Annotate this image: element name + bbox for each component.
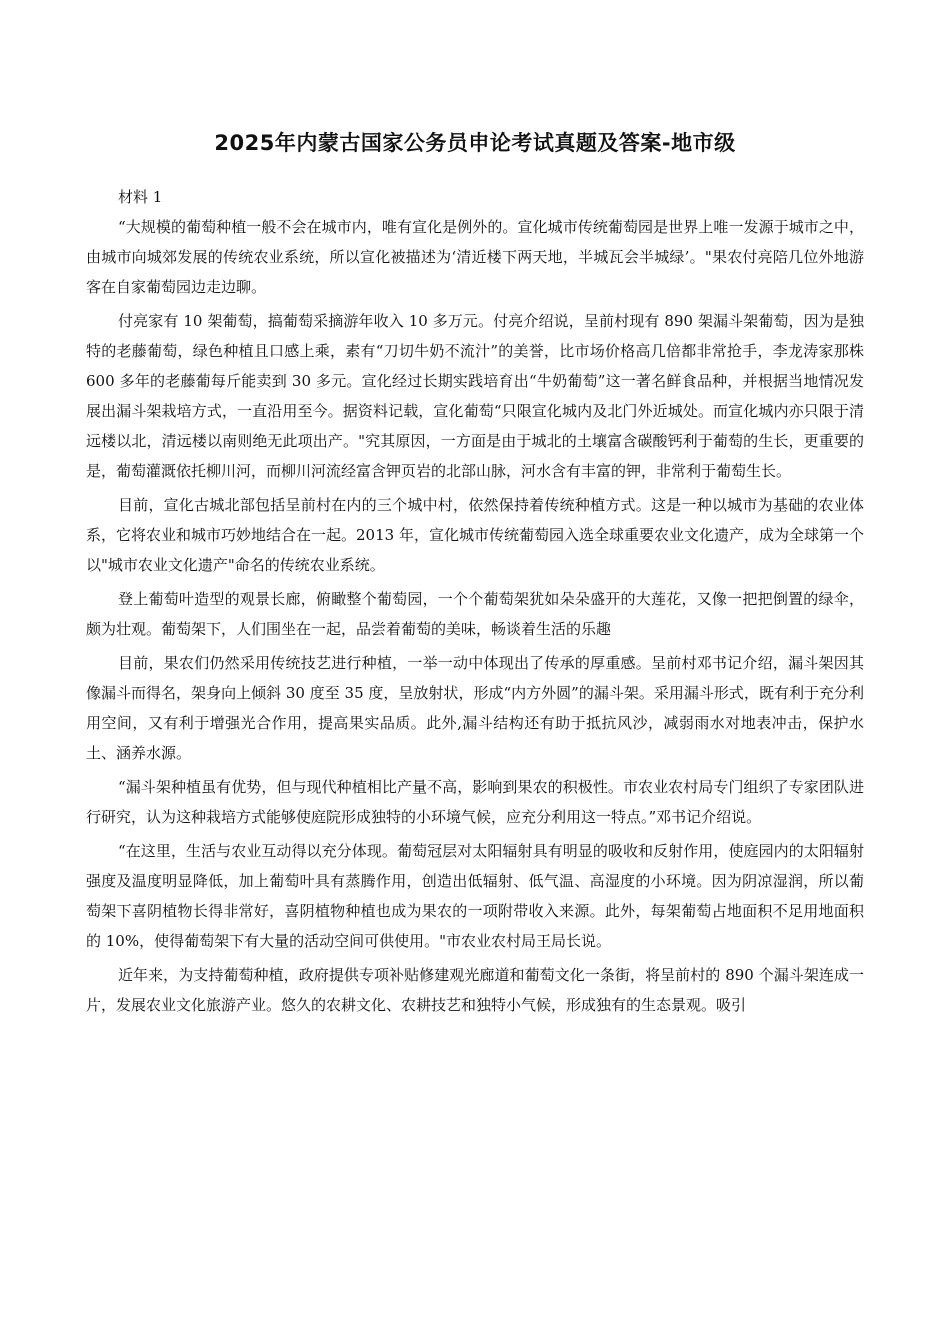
paragraph-6: “漏斗架种植虽有优势，但与现代种植相比产量不高，影响到果农的积极性。市农业农村局专门组织了专家团队进行研究，认为这种栽培方式能够使庭院形成独特的小环境气候，应充分利用这一特点。”邓书记介绍说。	[86, 778, 864, 826]
document-body	[86, 182, 864, 1024]
section-label: 材料 1	[118, 188, 163, 206]
paragraph-1: “大规模的葡萄种植一般不会在城市内，唯有宣化是例外的。宣化城市传统葡萄园是世界上唯一发源于城市之中，由城市向城郊发展的传统农业系统，所以宣化被描述为‘清近楼下两天地，半城瓦会半城绿’。"果农付亮陪几位外地游客在自家葡萄园边走边聊。	[86, 218, 864, 296]
paragraph-3: 目前，宣化古城北部包括呈前村在内的三个城中村，依然保持着传统种植方式。这是一种以城市为基础的农业体系，它将农业和城市巧妙地结合在一起。2013 年，宣化城市传统葡萄园入选全球重要农业文化遗产，成为全球第一个以"城市农业文化遗产"命名的传统农业系统。	[86, 496, 864, 574]
paragraph-4: 登上葡萄叶造型的观景长廊，俯瞰整个葡萄园，一个个葡萄架犹如朵朵盛开的大莲花，又像一把把倒置的绿伞，颇为壮观。葡萄架下，人们围坐在一起，品尝着葡萄的美味，畅谈着生活的乐趣	[86, 590, 864, 638]
paragraph-7: “在这里，生活与农业互动得以充分体现。葡萄冠层对太阳辐射具有明显的吸收和反射作用，使庭园内的太阳辐射强度及温度明显降低，加上葡萄叶具有蒸腾作用，创造出低辐射、低气温、高湿度的小环境。因为阴凉湿润，所以葡萄架下喜阴植物长得非常好，喜阴植物种植也成为果农的一项附带收入来源。此外，每架葡萄占地面积不足用地面积的 10%，使得葡萄架下有大量的活动空间可供使用。"市农业农村局王局长说。	[86, 842, 864, 950]
paragraph-5: 目前，果农们仍然采用传统技艺进行种植，一举一动中体现出了传承的厚重感。呈前村邓书记介绍，漏斗架因其像漏斗而得名，架身向上倾斜 30 度至 35 度，呈放射状，形成“内方外圆”的漏斗架。采用漏斗形式，既有利于充分利用空间，又有利于增强光合作用，提高果实品质。此外,漏斗结构还有助于抵抗风沙，减弱雨水对地表冲击，保护水土、涵养水源。	[86, 654, 864, 762]
paragraph-2: 付亮家有 10 架葡萄，搞葡萄采摘游年收入 10 多万元。付亮介绍说，呈前村现有 890 架漏斗架葡萄，因为是独特的老藤葡萄，绿色种植且口感上乘，素有“刀切牛奶不流汁”的美誉，比市场价格高几倍都非常抢手，李龙涛家那株 600 多年的老藤葡每斤能卖到 30 多元。宣化经过长期实践培育出“牛奶葡萄”这一著名鲜食品种，并根据当地情况发展出漏斗架栽培方式，一直沿用至今。据资料记载，宣化葡萄“只限宣化城内及北门外近城处。而宣化城内亦只限于清远楼以北，清远楼以南则绝无此项出产。"究其原因，一方面是由于城北的土壤富含碳酸钙利于葡萄的生长，更重要的是，葡萄灌溉依托柳川河，而柳川河流经富含钾页岩的北部山脉，河水含有丰富的钾，非常利于葡萄生长。	[86, 312, 864, 480]
document-title: 2025年内蒙古国家公务员申论考试真题及答案-地市级	[214, 131, 736, 155]
paragraph-8: 近年来，为支持葡萄种植，政府提供专项补贴修建观光廊道和葡萄文化一条街，将呈前村的 890 个漏斗架连成一片，发展农业文化旅游产业。悠久的农耕文化、农耕技艺和独特小气候，形成独有的生态景观。吸引	[86, 966, 864, 1014]
